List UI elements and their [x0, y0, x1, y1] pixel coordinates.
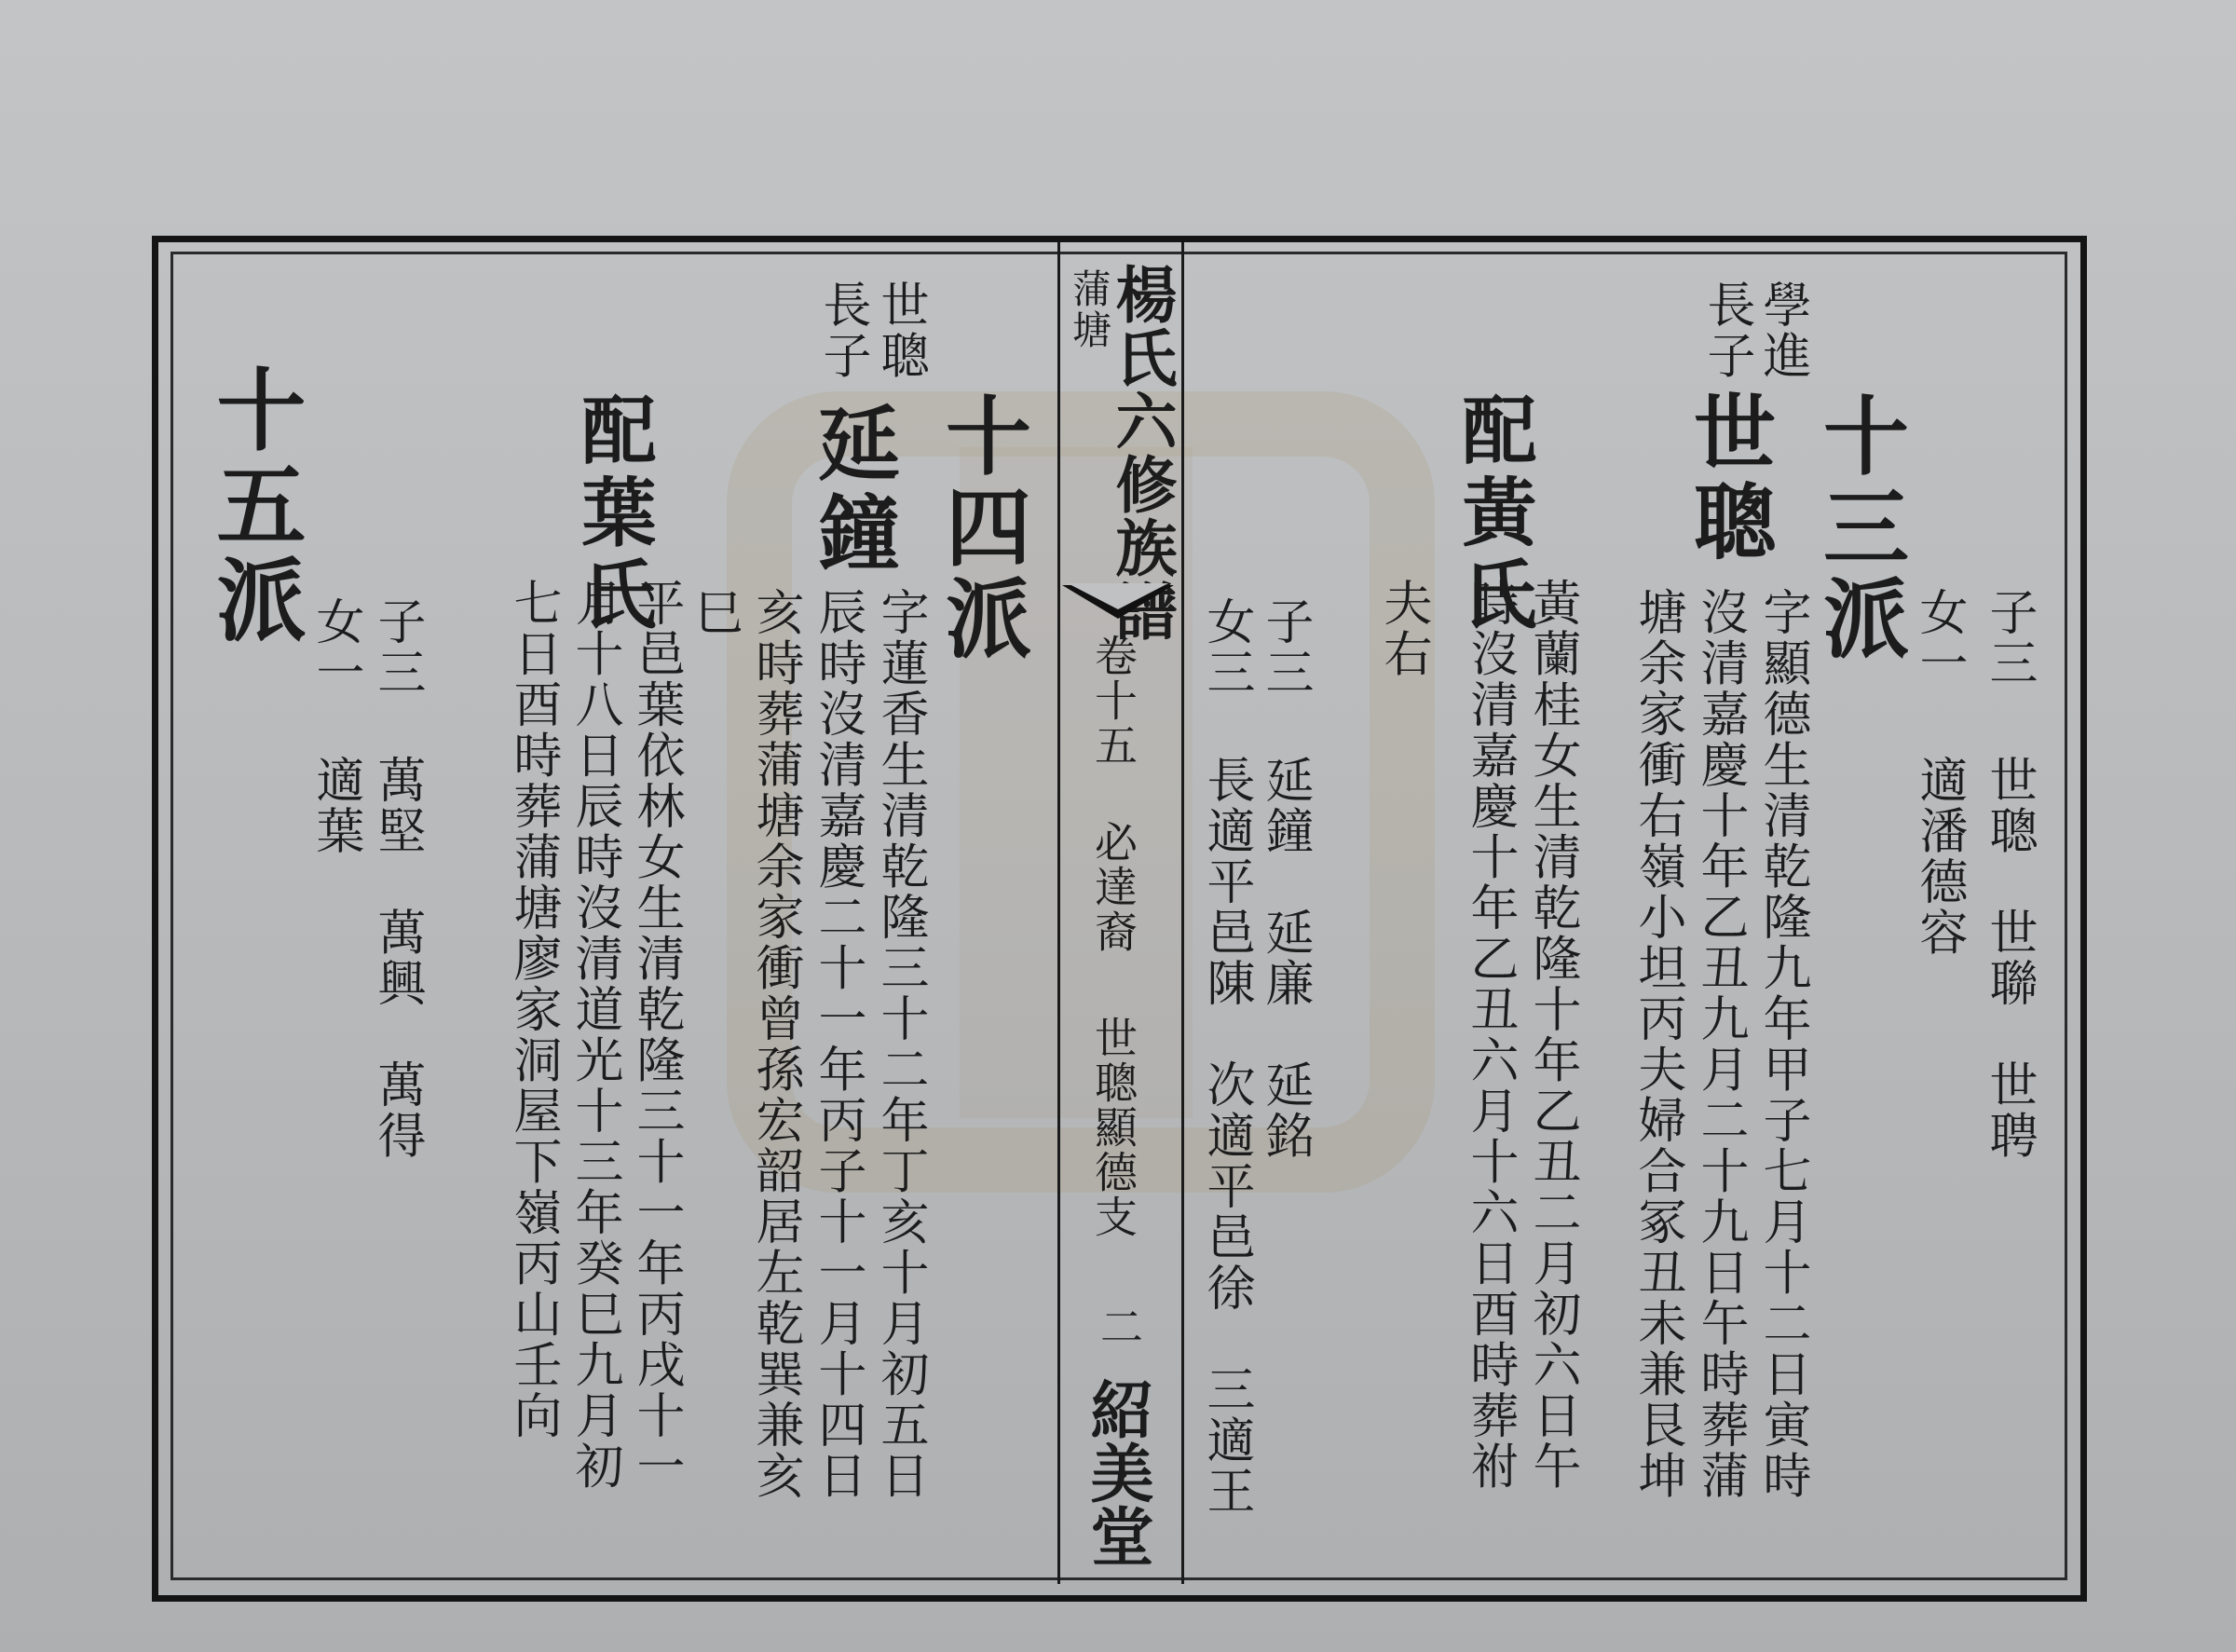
right-wife: 配黃氏 [1450, 391, 1537, 637]
gen13-heading: 十三派 [1809, 391, 1910, 665]
right-bio-1: 字顯德生清乾隆九年甲子七月十二日寅時 [1754, 587, 1810, 1501]
right-wife-bio-2: 時沒清嘉慶十年乙丑六月十六日酉時葬祔 [1462, 578, 1518, 1492]
right-sons: 延鐘 延廉 延銘 [1257, 755, 1313, 1161]
prev-sons-label: 子三 [1981, 587, 2037, 689]
fold-mark-inner [1068, 583, 1168, 609]
left-bio-2: 辰時沒清嘉慶二十一年丙子十一月十四日 [810, 587, 866, 1501]
prev-daughters-label: 女一 [1911, 587, 1967, 689]
right-bio-2: 沒清嘉慶十年乙丑九月二十九日午時葬蒲 [1692, 587, 1748, 1501]
left-daughters-label: 女一 [307, 596, 363, 698]
left-wife-bio-1: 平邑葉依林女生清乾隆三十一年丙戌十一 [628, 578, 684, 1492]
prev-daughters: 適潘德容 [1911, 755, 1967, 958]
left-wife-bio-3: 七日酉時葬蒲塘廖家洞屋下嶺丙山壬向 [505, 578, 561, 1441]
center-line: 世聰顯德支 [1088, 1016, 1138, 1239]
right-daughters: 長適平邑陳 次適平邑徐 三適王 [1198, 755, 1254, 1517]
right-father-note: 學進 [1754, 280, 1810, 381]
right-bio-3: 塘余家衝右嶺小坦丙夫婦合冢丑未兼艮坤 [1629, 587, 1685, 1501]
center-place: 蒲塘 [1067, 268, 1112, 350]
center-title: 楊氏六修族譜 [1105, 263, 1178, 643]
center-page-number: 二 [1094, 1304, 1144, 1349]
left-wife: 配葉氏 [569, 391, 657, 637]
left-sons: 萬堅 萬興 萬得 [369, 755, 425, 1161]
left-sons-label: 子三 [369, 596, 425, 698]
right-person-name: 世聰 [1681, 389, 1778, 568]
center-hall: 紹美堂 [1080, 1377, 1154, 1567]
left-wife-bio-2: 月十八日辰時沒清道光十三年癸巳九月初 [566, 578, 622, 1492]
gen14-heading: 十四派 [932, 391, 1032, 665]
gen15-heading: 十五派 [202, 363, 307, 649]
left-bio-1: 字蓮香生清乾隆三十二年丁亥十月初五日 [872, 587, 928, 1501]
right-sons-label: 子三 [1257, 596, 1313, 698]
right-wife-bio-3: 夫右 [1375, 578, 1431, 679]
right-wife-bio-1: 黃蘭桂女生清乾隆十年乙丑二月初六日午 [1524, 578, 1580, 1492]
left-order-note: 長子 [814, 280, 870, 381]
left-person-name: 延鐘 [805, 401, 902, 580]
left-bio-4: 巳 [686, 587, 742, 638]
left-father-note: 世聰 [872, 280, 928, 381]
center-volume: 卷十五 [1088, 634, 1138, 768]
left-bio-3: 亥時葬蒲塘余家衝曾孫宏韶居左乾巽兼亥 [747, 587, 803, 1501]
right-order-note: 長子 [1698, 280, 1754, 381]
left-daughters: 適葉 [307, 755, 363, 856]
prev-sons: 世聰 世聯 世聘 [1981, 755, 2037, 1161]
center-branch: 必達裔 [1088, 820, 1138, 954]
right-daughters-label: 女三 [1198, 596, 1254, 698]
